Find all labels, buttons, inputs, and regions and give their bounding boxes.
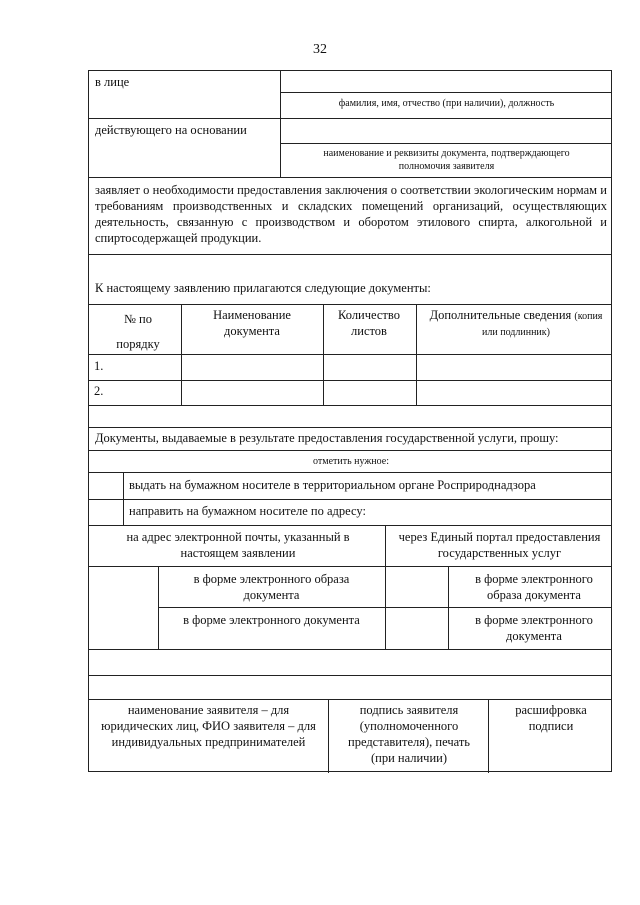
option-paper-address: направить на бумажном носителе по адресу: [129, 504, 366, 518]
rule [89, 354, 611, 355]
rule [488, 699, 489, 773]
rule [89, 566, 611, 567]
rule [323, 304, 324, 406]
rule [89, 699, 611, 700]
rule [89, 472, 611, 473]
email-delivery-header: на адрес электронной почты, указанный в настоящем заявлении [126, 530, 350, 560]
rule [448, 566, 449, 649]
rule [89, 405, 611, 406]
rule [89, 380, 611, 381]
portal-electronic-image: в форме электронного образа документа [475, 572, 593, 602]
rule [280, 71, 281, 177]
acting-basis-hint: наименование и реквизиты документа, подтверждающего полномочия заявителя [323, 148, 570, 172]
mark-hint: отметить нужное: [313, 456, 389, 467]
rule [89, 177, 611, 178]
rule [89, 118, 611, 119]
rule [89, 427, 611, 428]
rule [328, 699, 329, 773]
table-row-number: 2. [94, 384, 104, 398]
column-name-header: Наименование документа [213, 308, 291, 338]
rule [89, 254, 611, 255]
rule [280, 92, 611, 93]
rule [89, 499, 611, 500]
acting-basis-label: действующего на основании [95, 123, 247, 137]
rule [158, 566, 159, 649]
signature-label: подпись заявителя (уполномоченного представителя), печать (при наличии) [348, 703, 470, 765]
rule [89, 675, 611, 676]
rule [416, 304, 417, 406]
portal-electronic-document: в форме электронного документа [475, 613, 593, 643]
option-paper-office: выдать на бумажном носителе в территориальном органе Росприроднадзора [129, 478, 536, 492]
table-row-number: 1. [94, 359, 104, 373]
rule [280, 143, 611, 144]
rule [89, 649, 611, 650]
rule [181, 304, 182, 406]
page-number: 32 [313, 42, 327, 57]
attachments-intro: К настоящему заявлению прилагаются следующие документы: [95, 281, 431, 295]
rule [385, 525, 386, 649]
rule [385, 607, 611, 608]
statement-text: заявляет о необходимости предоставления заключения о соответствии экологическим нормам и требованиям производственных и складских помещений организаций, осуществляющих деятельность, связанную с производством и оборотом этилового спирта, алкогольной и спиртосодержащей продукции. [95, 183, 607, 245]
rule [89, 450, 611, 451]
represented-by-hint: фамилия, имя, отчество (при наличии), должность [338, 98, 555, 109]
rule [89, 304, 611, 305]
column-count-header: Количество листов [338, 308, 400, 338]
portal-delivery-header: через Единый портал предоставления государственных услуг [398, 530, 601, 560]
column-extra-main: Дополнительные сведения [429, 308, 572, 322]
represented-by-label: в лице [95, 75, 130, 89]
email-electronic-image: в форме электронного образа документа [193, 572, 350, 602]
rule [89, 525, 611, 526]
rule [123, 472, 124, 526]
column-number-header: № по порядку [116, 312, 160, 351]
applicant-name-label: наименование заявителя – для юридических лиц, ФИО заявителя – для индивидуальных предпринимателей [101, 703, 316, 749]
column-extra-header [421, 307, 611, 339]
application-form [88, 70, 612, 772]
email-electronic-document: в форме электронного документа [183, 613, 360, 627]
delivery-intro: Документы, выдаваемые в результате предоставления государственной услуги, прошу: [95, 431, 559, 445]
decoding-label: расшифровка подписи [515, 703, 587, 733]
column-extra-small: (копия или подлинник) [482, 311, 603, 338]
